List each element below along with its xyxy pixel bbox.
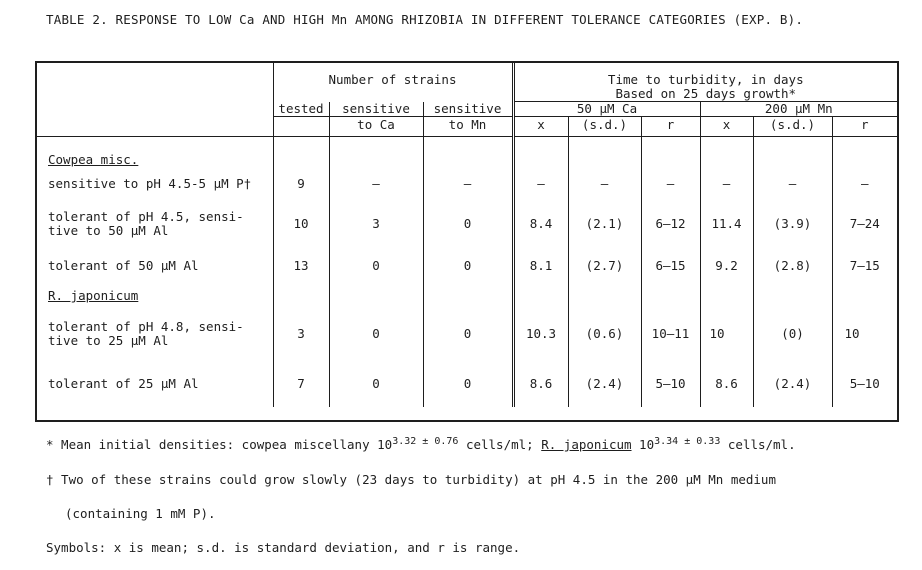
sensitive-mn-header-2: to Mn xyxy=(423,117,513,137)
based-on-header: Based on 25 days growth* xyxy=(513,87,897,102)
group-label: Cowpea misc. xyxy=(37,137,273,167)
sensitive-mn-header-1: sensitive xyxy=(423,102,513,117)
data-table xyxy=(35,61,899,422)
table-row: tolerant of pH 4.5, sensi- tive to 50 µM Al 10 3 0 8.4 (2.1) 6–12 11.4 (3.9) 7–24 xyxy=(37,201,897,247)
row-category: tolerant of 50 µM Al xyxy=(37,247,273,285)
table-title: TABLE 2. RESPONSE TO LOW Ca AND HIGH Mn AMONG RHIZOBIA IN DIFFERENT TOLERANCE CATEGORIES (EXP. B). xyxy=(46,12,804,27)
footnote-dagger: † Two of these strains could grow slowly (23 days to turbidity) at pH 4.5 in the 200 µM Mn medium xyxy=(46,472,776,487)
sensitive-ca-header-1: sensitive xyxy=(329,102,423,117)
footnote-dagger-cont: (containing 1 mM P). xyxy=(65,506,216,521)
table-row: tolerant of 50 µM Al 13 0 0 8.1 (2.7) 6–15 9.2 (2.8) 7–15 xyxy=(37,247,897,285)
time-to-turbidity-header: Time to turbidity, in days xyxy=(607,72,804,87)
mn-group-header: 200 µM Mn xyxy=(700,102,897,117)
ca-x-header: x xyxy=(513,117,568,137)
ca-group-header: 50 µM Ca xyxy=(513,102,700,117)
mn-r-header: r xyxy=(832,117,897,137)
row-category: tolerant of pH 4.8, sensi- tive to 25 µM Al xyxy=(37,307,273,361)
ca-r-header: r xyxy=(641,117,700,137)
table-row: tolerant of pH 4.8, sensi- tive to 25 µM Al 3 0 0 10.3 (0.6) 10–11 10 (0) 10 xyxy=(37,307,897,361)
ca-sd-header: (s.d.) xyxy=(568,117,641,137)
sensitive-ca-header-2: to Ca xyxy=(329,117,423,137)
group-label: R. japonicum xyxy=(37,285,273,307)
table-row: sensitive to pH 4.5-5 µM P† 9 – – – – – – – – xyxy=(37,167,897,201)
footnote-densities: * Mean initial densities: cowpea miscellany $10^{3.32 \pm 0.76}$ cells/ml; R. japonicum $10^{3.34 \pm 0.33}$ cells/ml. xyxy=(46,436,796,453)
number-of-strains-header: Number of strains xyxy=(273,63,513,87)
footnote-symbols: Symbols: x is mean; s.d. is standard deviation, and r is range. xyxy=(46,540,521,555)
row-category: tolerant of pH 4.5, sensi- tive to 50 µM Al xyxy=(37,201,273,247)
row-category: tolerant of 25 µM Al xyxy=(37,361,273,407)
row-category: sensitive to pH 4.5-5 µM P† xyxy=(37,167,273,201)
mn-sd-header: (s.d.) xyxy=(753,117,832,137)
corner-cell xyxy=(37,63,273,87)
tested-header: tested xyxy=(273,102,329,117)
table-row: tolerant of 25 µM Al 7 0 0 8.6 (2.4) 5–10 8.6 (2.4) 5–10 xyxy=(37,361,897,407)
mn-x-header: x xyxy=(700,117,753,137)
